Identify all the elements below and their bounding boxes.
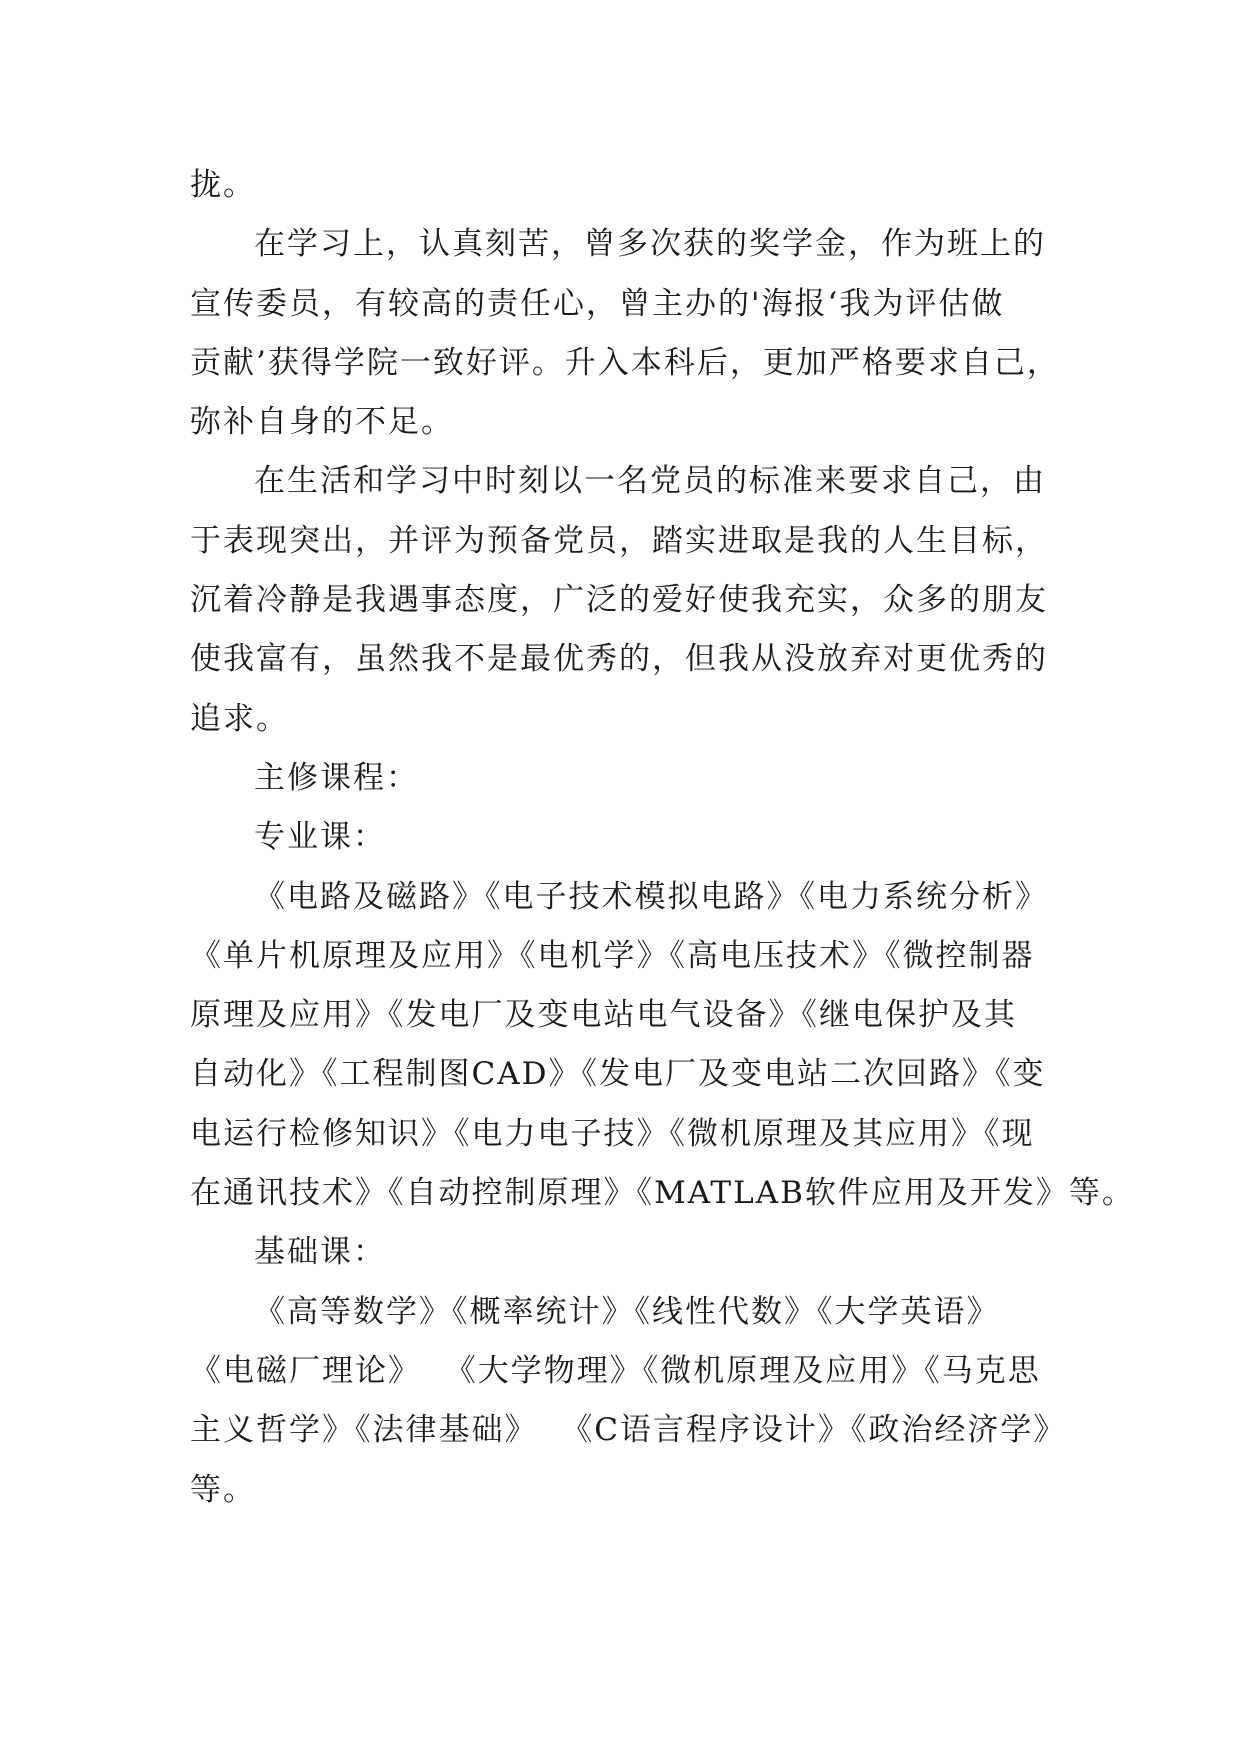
text-line: 《电磁厂理论》 《大学物理》《微机原理及应用》《马克思 — [190, 1352, 1041, 1389]
text-line: 追求。 — [190, 700, 289, 737]
text-line: 等。 — [190, 1471, 256, 1508]
text-line: 电运行检修知识》《电力电子技》《微机原理及其应用》《现 — [190, 1115, 1035, 1152]
document-body — [190, 156, 1135, 1520]
text-line: 主义哲学》《法律基础》 《C语言程序设计》《政治经济学》 — [190, 1412, 1067, 1449]
text-line: 原理及应用》《发电厂及变电站电气设备》《继电保护及其 — [190, 997, 1017, 1034]
text-line: 在通讯技术》《自动控制原理》《MATLAB软件应用及开发》等。 — [190, 1175, 1135, 1212]
section-heading: 主修课程： — [254, 759, 419, 796]
text-line: 拢。 — [190, 167, 256, 203]
text-line: 《高等数学》《概率统计》《线性代数》《大学英语》 — [254, 1293, 1000, 1330]
text-line: 在学习上，认真刻苦，曾多次获的奖学金，作为班上的 — [254, 226, 1046, 263]
text-line: 在生活和学习中时刻以一名党员的标准来要求自己，由 — [254, 463, 1046, 500]
text-line: 贡献’获得学院一致好评。升入本科后，更加严格要求自己， — [190, 344, 1060, 381]
subsection-heading: 基础课： — [254, 1234, 386, 1271]
text-line: 宣传委员，有较高的责任心，曾主办的'海报‘我为评估做 — [190, 285, 1005, 322]
text-line: 使我富有，虽然我不是最优秀的，但我从没放弃对更优秀的 — [190, 641, 1048, 678]
text-line: 弥补自身的不足。 — [190, 404, 454, 441]
text-line: 于表现突出，并评为预备党员，踏实进取是我的人生目标， — [190, 522, 1048, 559]
text-line: 沉着冷静是我遇事态度，广泛的爱好使我充实，众多的朋友 — [190, 582, 1048, 619]
subsection-heading: 专业课： — [254, 819, 386, 856]
text-line: 自动化》《工程制图CAD》《发电厂及变电站二次回路》《变 — [190, 1056, 1046, 1093]
text-line: 《电路及磁路》《电子技术模拟电路》《电力系统分析》 — [254, 878, 1048, 915]
text-line: 《单片机原理及应用》《电机学》《高电压技术》《微控制器 — [190, 937, 1035, 974]
